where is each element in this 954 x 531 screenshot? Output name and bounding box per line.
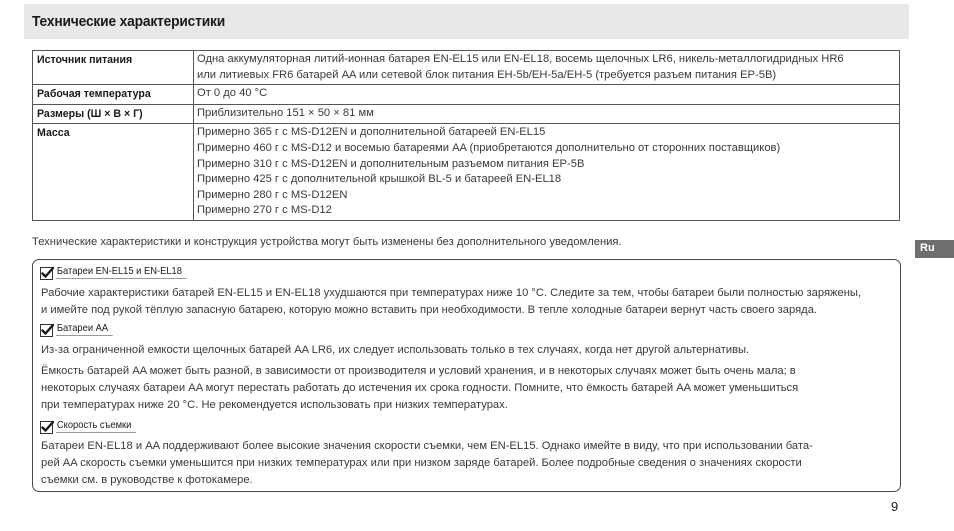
spec-value-power [194,51,900,85]
title-bar [24,4,909,39]
spec-value-line: Примерно 270 г с MS-D12 [197,204,332,217]
spec-value-line: Примерно 425 г с дополнительной крышкой BL-5 и батареей EN-EL18 [197,173,562,186]
specs-table [32,50,900,221]
page-number: 9 [891,499,899,514]
spec-value-line: Примерно 365 г с MS-D12EN и дополнительной батареей EN-EL15 [197,126,546,139]
section-heading-text: Скорость съемки [56,420,136,433]
spec-value-line: Примерно 280 г с MS-D12EN [197,188,348,201]
spec-value-line: Одна аккумуляторная литий-ионная батарея EN-EL15 или EN-EL18, восемь щелочных LR6, никель-металлогидридных HR6 [197,53,844,65]
body-line: и имейте под рукой тёплую запасную батарею, которую можно вставить при необходимости. В тепле холодные батареи вернут часть своего заряда. [41,304,818,317]
section-heading-text: Батареи EN-EL15 и EN-EL18 [56,266,186,279]
spec-value-line: Примерно 310 г с MS-D12EN и дополнительным разъемом питания EP-5B [197,157,585,170]
checkmark-box-icon [40,266,54,280]
spec-label-size: Размеры (Ш × В × Г) [33,104,194,124]
table-row [33,51,900,85]
section-body-aa-2 [41,363,798,415]
spec-value-line: Примерно 460 г с MS-D12 и восемью батареями AA (приобретаются дополнительно от сторонних поставщиков) [197,141,781,154]
section-heading-speed [40,419,145,434]
language-tab: Ru [915,240,954,258]
checkmark-box-icon [40,420,54,434]
section-body-aa-1 [41,342,749,359]
spec-value-line: Приблизительно 151 × 50 × 81 мм [197,106,374,119]
body-line: при температурах ниже 20 °C. Не рекомендуется использовать при низких температурах. [41,399,508,412]
spec-label-mass: Масса [33,124,194,221]
spec-value-mass [194,124,900,221]
spec-label-power: Источник питания [33,51,194,85]
section-heading-batteries [40,265,201,280]
spec-value-line: или литиевых FR6 батарей AA или сетевой блок питания EH-5b/EH-5a/EH-5 (требуется разъем питания EP-5B) [197,68,777,81]
table-row [33,104,900,124]
table-row [33,124,900,221]
spec-value-line: От 0 до 40 °C [197,87,268,100]
section-heading-aa [40,322,119,337]
body-line: рей AA скорость съемки уменьшится при низких температурах или при низком заряде батарей. Более подробные сведения о значениях скорости [41,457,802,470]
specs-note: Технические характеристики и конструкция устройства могут быть изменены без дополнительного уведомления. [32,236,622,248]
body-line: Ёмкость батарей AA может быть разной, в зависимости от производителя и условий хранения, и в некоторых случаях может быть очень мала; в [41,365,796,377]
body-line: съемки см. в руководстве к фотокамере. [41,474,253,487]
section-body-batteries [41,285,861,319]
page-title: Технические характеристики [32,13,226,30]
checkmark-box-icon [40,323,54,337]
section-heading-text: Батареи AA [56,323,113,336]
body-line: Батареи EN-EL18 и AA поддерживают более высокие значения скорости съемки, чем EN-EL15. Однако имейте в виду, что при использовании бата- [41,440,813,452]
notes-box [32,259,901,492]
spec-label-temp: Рабочая температура [33,85,194,105]
section-body-speed [41,438,813,490]
body-line: некоторых случаях батареи AA могут перестать работать до истечения их срока годности. Помните, что ёмкость батарей AA может уменьшиться [41,382,799,395]
table-row [33,85,900,105]
spec-value-temp [194,85,900,105]
body-line: Из-за ограниченной емкости щелочных батарей AA LR6, их следует использовать только в тех случаях, когда нет другой альтернативы. [41,344,750,356]
body-line: Рабочие характеристики батарей EN-EL15 и EN-EL18 ухудшаются при температурах ниже 10 °C. Следите за тем, чтобы батареи были полностью заряжены, [41,287,862,299]
spec-value-size [194,104,900,124]
